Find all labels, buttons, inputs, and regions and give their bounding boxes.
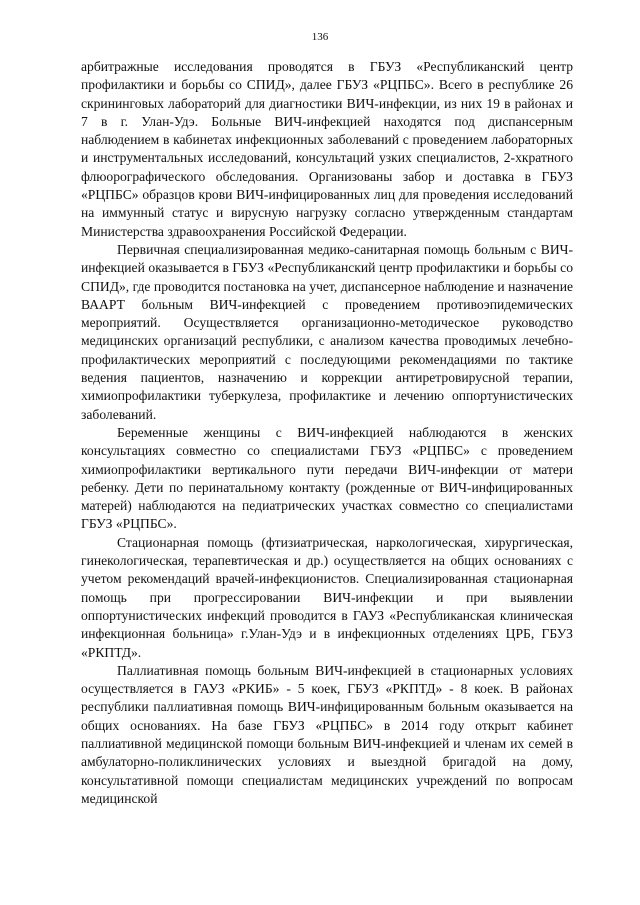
page-number: 136: [311, 31, 329, 43]
paragraph-palliative-care: Паллиативная помощь больным ВИЧ-инфекцией в стационарных условиях осуществляется в ГАУЗ «РКИБ» - 5 коек, ГБУЗ «РКПТД» - 8 коек. В районах республики паллиативная помощь ВИЧ-инфицированным больным оказывается на общих основаниях. На базе ГБУЗ «РЦПБС» в 2014 году открыт кабинет паллиативной медицинской помощи больным ВИЧ-инфекцией и членам их семей в амбулаторно-поликлинических условиях и выездной бригадой на дому, консультативной помощи специалистам медицинских учреждений по вопросам медицинской: [81, 662, 573, 806]
paragraph-primary-care: Первичная специализированная медико-санитарная помощь больным с ВИЧ-инфекцией оказывается в ГБУЗ «Республиканский центр профилактики и борьбы со СПИД», где проводится постановка на учет, диспансерное наблюдение и назначение ВААРТ больным ВИЧ-инфекцией с проведением противоэпидемических мероприятий. Осуществляется организационно-методическое руководство медицинских организаций республики, с анализом качества проводимых лечебно-профилактических мероприятий с последующими рекомендациями по тактике ведения пациентов, назначению и коррекции антиретровирусной терапии, химиопрофилактики туберкулеза, профилактике и лечению оппортунистических заболеваний.: [81, 241, 573, 422]
document-body: [81, 58, 573, 808]
paragraph-inpatient-care: Стационарная помощь (фтизиатрическая, наркологическая, хирургическая, гинекологическая, терапевтическая и др.) осуществляется на общих основаниях с учетом рекомендаций врачей-инфекционистов. Специализированная стационарная помощь при прогрессировании ВИЧ-инфекции и при выявлении оппортунистических инфекций проводится в ГАУЗ «Республиканская клиническая инфекционная больница» г.Улан-Удэ и в инфекционных отделениях ЦРБ, ГБУЗ «РКПТД».: [81, 534, 573, 660]
paragraph-pregnant-women: Беременные женщины с ВИЧ-инфекцией наблюдаются в женских консультациях совместно со специалистами ГБУЗ «РЦПБС» с проведением химиопрофилактики вертикального пути передачи ВИЧ-инфекции от матери ребенку. Дети по перинатальному контакту (рожденные от ВИЧ-инфицированных матерей) наблюдаются на педиатрических участках совместно со специалистами ГБУЗ «РЦПБС».: [81, 424, 573, 532]
paragraph-continuation: арбитражные исследования проводятся в ГБУЗ «Республиканский центр профилактики и борьбы со СПИД», далее ГБУЗ «РЦПБС». Всего в республике 26 скрининговых лабораторий для диагностики ВИЧ-инфекции, из них 19 в районах и 7 в г. Улан-Удэ. Больные ВИЧ-инфекцией находятся под диспансерным наблюдением в кабинетах инфекционных заболеваний с проведением лабораторных и инструментальных исследований, консультаций узких специалистов, 2-хкратного флюорографического обследования. Организованы забор и доставка в ГБУЗ «РЦПБС» образцов крови ВИЧ-инфицированных лиц для проведения исследований на иммунный статус и вирусную нагрузку согласно утвержденным стандартам Министерства здравоохранения Российской Федерации.: [81, 59, 573, 239]
